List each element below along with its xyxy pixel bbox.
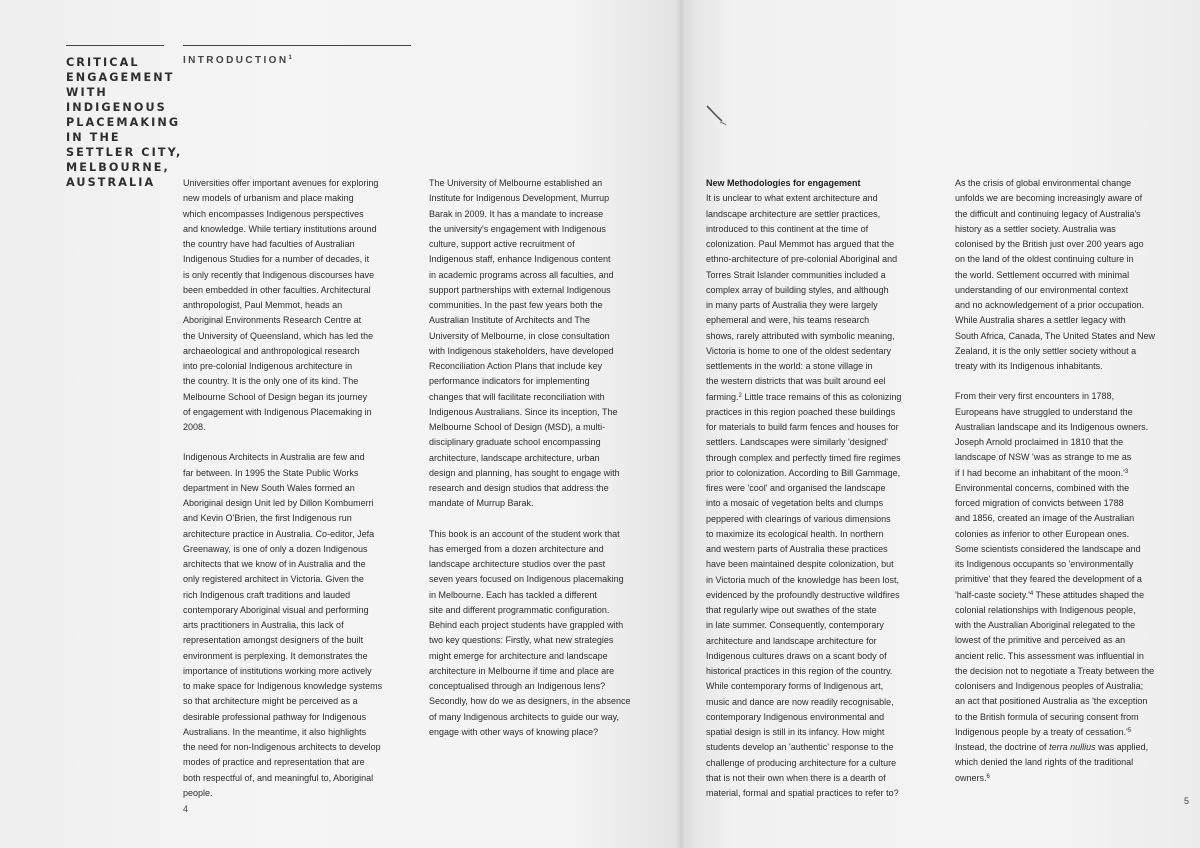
text-line: seven years focused on Indigenous placemaking bbox=[429, 574, 624, 585]
text-line: Torres Strait Islander communities included a bbox=[706, 269, 886, 280]
footnote-ref: 6 bbox=[986, 773, 990, 780]
paragraph bbox=[183, 176, 418, 435]
text-line: practices in this region poached these buildings bbox=[706, 406, 896, 417]
text-line: representation amongst designers of the built bbox=[183, 635, 364, 646]
text-line: that is not their own when there is a dearth of bbox=[706, 772, 886, 783]
text-line: architecture in Melbourne if time and place are bbox=[429, 665, 615, 676]
text-line bbox=[955, 740, 1195, 755]
text-line: South Africa, Canada, The United States and New bbox=[955, 330, 1155, 341]
text-line: architecture practice in Australia. Co-editor, Jefa bbox=[183, 528, 375, 539]
text-line: Behind each project students have grappled with bbox=[429, 620, 624, 630]
side-title-line: PLACEMAKING bbox=[66, 116, 181, 129]
text-line: Greenaway, is one of only a dozen Indigenous bbox=[183, 543, 368, 554]
text-line: into a mosaic of vegetation belts and clumps bbox=[706, 498, 884, 509]
paragraph bbox=[955, 389, 1195, 786]
text-line: Universities offer important avenues for exploring bbox=[183, 178, 379, 188]
text-line: spatial design is still in its infancy. How might bbox=[706, 727, 885, 737]
text-line: colonised by the British just over 200 years ago bbox=[955, 239, 1144, 249]
text-fragment: Instead, the doctrine of bbox=[955, 742, 1050, 752]
text-line: contemporary Indigenous environmental and bbox=[706, 711, 885, 722]
text-line bbox=[955, 725, 1195, 740]
text-line: Melbourne School of Design (MSD), a multi- bbox=[429, 422, 606, 432]
body-column-2 bbox=[429, 176, 669, 755]
text-line: Barak in 2009. It has a mandate to increase bbox=[429, 208, 604, 219]
footnote-ref: 2 bbox=[738, 392, 742, 399]
text-line: in academic programs across all faculties, and bbox=[429, 269, 614, 280]
text-line: has emerged from a dozen architecture and bbox=[429, 543, 604, 554]
text-line: settlers. Landscapes were similarly 'designed' bbox=[706, 437, 889, 448]
footnote-ref: 1 bbox=[288, 55, 292, 61]
text-line: This book is an account of the student work that bbox=[429, 528, 620, 539]
text-line: primitive' that they feared the development of a bbox=[955, 574, 1142, 585]
side-title-line: CRITICAL bbox=[66, 56, 140, 69]
text-line: Zealand, it is the only settler society without a bbox=[955, 345, 1137, 356]
text-line: the University of Queensland, which has led the bbox=[183, 330, 374, 341]
section-heading bbox=[183, 55, 292, 66]
footnote-ref: 4 bbox=[1029, 590, 1034, 597]
text-line: understanding of our environmental context bbox=[955, 284, 1129, 295]
text-line: Melbourne School of Design began its journey bbox=[183, 391, 368, 402]
text-line: University of Melbourne, in close consultation bbox=[429, 330, 610, 341]
text-line: unfolds we are becoming increasingly aware of bbox=[955, 193, 1143, 204]
text-line: new models of urbanism and place making bbox=[183, 193, 354, 204]
side-title-line: INDIGENOUS bbox=[66, 101, 167, 114]
text-line: Indigenous Architects in Australia are few and bbox=[183, 452, 365, 463]
text-line: colonization. Paul Memmot has argued that the bbox=[706, 239, 895, 249]
text-line: Aboriginal Environments Research Centre at bbox=[183, 315, 362, 326]
pen-mark bbox=[706, 104, 728, 126]
text-line: ephemeral and were, his teams research bbox=[706, 315, 870, 326]
text-line: both respectful of, and meaningful to, Aboriginal bbox=[183, 772, 374, 783]
text-line: Victoria is home to one of the oldest sedentary bbox=[706, 345, 891, 356]
text-line: Australians. In the meantime, it also highlights bbox=[183, 726, 367, 737]
text-line: architecture and landscape architecture for bbox=[706, 635, 877, 646]
text-line: shows, rarely attributed with symbolic meaning, bbox=[706, 330, 895, 341]
text-line: landscape architecture are settler practices, bbox=[706, 208, 881, 219]
text-line: disciplinary graduate school encompassing bbox=[429, 437, 601, 448]
text-fragment: owners. bbox=[955, 772, 987, 783]
text-line: colonies as inferior to other European ones. bbox=[955, 528, 1130, 539]
text-line: conceptualised through an Indigenous lens? bbox=[429, 681, 606, 691]
text-line: might emerge for architecture and landscape bbox=[429, 650, 608, 661]
text-line: treaty with its Indigenous inhabitants. bbox=[955, 361, 1103, 371]
text-line: which encompasses Indigenous perspectives bbox=[183, 208, 364, 219]
paragraph bbox=[706, 191, 946, 389]
text-line: The University of Melbourne established an bbox=[429, 178, 603, 188]
page-number-left: 4 bbox=[183, 804, 189, 814]
text-fragment: if I had become an inhabitant of the moon.' bbox=[955, 467, 1125, 478]
text-line: its Indigenous occupants so 'environmentally bbox=[955, 559, 1134, 569]
text-line: mandate of Murrup Barak. bbox=[429, 498, 534, 509]
text-line: have been maintained despite colonization, but bbox=[706, 559, 894, 570]
text-line: site and different programmatic configuration. bbox=[429, 604, 610, 615]
text-line: importance of institutions working more actively bbox=[183, 665, 372, 676]
text-line: the university's engagement with Indigenous bbox=[429, 223, 606, 234]
text-line: prior to colonization. According to Bill Gammage, bbox=[706, 467, 901, 478]
text-line: fires were 'cool' and organised the landscape bbox=[706, 483, 886, 493]
text-line: As the crisis of global environmental change bbox=[955, 178, 1132, 188]
text-line: challenge of producing architecture for a culture bbox=[706, 757, 897, 768]
text-line: Environmental concerns, combined with the bbox=[955, 482, 1130, 493]
text-line: While contemporary forms of Indigenous art, bbox=[706, 681, 884, 692]
text-line: colonisers and Indigenous peoples of Australia; bbox=[955, 681, 1144, 691]
text-line: the world. Settlement occurred with minimal bbox=[955, 269, 1130, 280]
text-line: communities. In the past few years both the bbox=[429, 300, 603, 310]
text-line: music and dance are now readily recognisable, bbox=[706, 696, 894, 707]
text-line: to maximize its ecological health. In northern bbox=[706, 528, 884, 539]
text-line: anthropologist, Paul Memmot, heads an bbox=[183, 300, 343, 310]
text-line: the western districts that was built around eel bbox=[706, 376, 886, 387]
body-column-4 bbox=[955, 176, 1195, 786]
text-line: Institute for Indigenous Development, Murrup bbox=[429, 193, 610, 204]
text-line: evidenced by the profoundly destructive wildfires bbox=[706, 589, 900, 600]
text-line: so that architecture might be perceived as a bbox=[183, 696, 358, 707]
body-column-1 bbox=[183, 176, 418, 816]
text-fragment: Little trace remains of this as colonizing bbox=[741, 391, 902, 402]
text-line: only registered architect in Victoria. Given the bbox=[183, 574, 364, 585]
text-line: department in New South Wales formed an bbox=[183, 482, 355, 493]
book-spine bbox=[676, 0, 686, 848]
text-line: the difficult and continuing legacy of Australia's bbox=[955, 208, 1141, 219]
side-title-line: SETTLER CITY, bbox=[66, 146, 183, 159]
text-line: and 1856, created an image of the Australian bbox=[955, 513, 1135, 524]
text-line: through complex and perfectly timed fire regimes bbox=[706, 452, 901, 463]
text-line: Indigenous Australians. Since its inception, The bbox=[429, 406, 618, 417]
text-line: Indigenous cultures draws on a scant body of bbox=[706, 650, 887, 661]
text-line: Joseph Arnold proclaimed in 1810 that the bbox=[955, 437, 1124, 447]
text-line: and western parts of Australia these practices bbox=[706, 544, 888, 554]
text-line: in Victoria much of the knowledge has been lost, bbox=[706, 574, 899, 585]
text-line: the decision not to negotiate a Treaty between the bbox=[955, 665, 1155, 676]
body-column-3 bbox=[706, 176, 946, 801]
italic-term: terra nullius bbox=[1049, 742, 1096, 752]
sub-heading: New Methodologies for engagement bbox=[706, 178, 861, 188]
side-title bbox=[66, 55, 183, 190]
side-title-line: ENGAGEMENT bbox=[66, 71, 175, 84]
text-line: Aboriginal design Unit led by Dillon Kombumerri bbox=[183, 498, 374, 508]
section-heading-text: INTRODUCTION bbox=[183, 55, 289, 66]
text-line: Reconciliation Action Plans that include key bbox=[429, 361, 603, 371]
text-line: history as a settler society. Australia was bbox=[955, 223, 1116, 234]
text-line: and no acknowledgement of a prior occupation. bbox=[955, 300, 1145, 310]
text-line: and knowledge. While tertiary institutions around bbox=[183, 223, 377, 234]
text-line bbox=[955, 771, 1195, 786]
text-line: settlements in the world: a stone village in bbox=[706, 361, 873, 371]
text-line: in many parts of Australia they were largely bbox=[706, 300, 878, 310]
text-line: contemporary Aboriginal visual and performing bbox=[183, 604, 369, 615]
text-line: arts practitioners in Australia, this lack of bbox=[183, 620, 344, 630]
text-line: the country. It is the only one of its kind. The bbox=[183, 376, 359, 387]
text-line: on the land of the oldest continuing culture in bbox=[955, 254, 1134, 265]
footnote-ref: 5 bbox=[1127, 727, 1132, 734]
text-line: Australian Institute of Architects and The bbox=[429, 315, 590, 326]
text-line: research and design studios that address the bbox=[429, 483, 609, 493]
text-line: people. bbox=[183, 787, 213, 798]
text-line bbox=[955, 466, 1195, 481]
text-line bbox=[706, 390, 946, 405]
text-line: students develop an 'authentic' response to the bbox=[706, 742, 894, 753]
text-line: which denied the land rights of the traditional bbox=[955, 757, 1134, 768]
text-line: performance indicators for implementing bbox=[429, 376, 590, 387]
text-line: From their very first encounters in 1788, bbox=[955, 391, 1115, 402]
text-fragment: 'half-caste society.' bbox=[955, 589, 1030, 600]
text-line: changes that will facilitate reconciliation with bbox=[429, 391, 605, 402]
side-title-line: MELBOURNE, bbox=[66, 161, 170, 174]
text-line: lowest of the primitive and perceived as an bbox=[955, 635, 1126, 646]
text-line: Australian landscape and its Indigenous owners. bbox=[955, 421, 1149, 432]
text-line: culture, support active recruitment of bbox=[429, 239, 575, 249]
footnote-ref: 3 bbox=[1124, 468, 1129, 475]
text-line: the need for non-Indigenous architects to develop bbox=[183, 742, 381, 752]
text-line: of many Indigenous architects to guide our way, bbox=[429, 711, 619, 722]
text-line: material, formal and spatial practices to refer to? bbox=[706, 788, 899, 798]
text-line: two key questions: Firstly, what new strategies bbox=[429, 635, 614, 646]
text-line: been embedded in other faculties. Architectural bbox=[183, 284, 371, 295]
paragraph bbox=[955, 176, 1195, 374]
paragraph bbox=[183, 450, 418, 801]
text-line: and Kevin O'Brien, the first Indigenous run bbox=[183, 513, 352, 524]
text-line: far between. In 1995 the State Public Works bbox=[183, 467, 359, 478]
text-line: introduced to this continent at the time of bbox=[706, 223, 869, 234]
text-line: Indigenous staff, enhance Indigenous content bbox=[429, 254, 611, 265]
text-line: architects that we know of in Australia and the bbox=[183, 559, 366, 569]
text-line: Europeans have struggled to understand the bbox=[955, 406, 1133, 417]
text-line: landscape of NSW 'was as strange to me as bbox=[955, 452, 1132, 463]
text-line: an act that positioned Australia as 'the exception bbox=[955, 696, 1148, 707]
text-line: design and planning, has sought to engage with bbox=[429, 467, 620, 478]
intro-heading-rule bbox=[183, 45, 411, 46]
text-line: 2008. bbox=[183, 422, 206, 432]
text-line: support partnerships with external Indigenous bbox=[429, 284, 611, 295]
text-line: modes of practice and representation that are bbox=[183, 757, 365, 768]
text-fragment: These attitudes shaped the bbox=[1033, 589, 1145, 600]
text-line: is only recently that Indigenous discourses have bbox=[183, 269, 375, 280]
text-line: to make space for Indigenous knowledge systems bbox=[183, 681, 383, 691]
text-line: Indigenous Studies for a number of decades, it bbox=[183, 254, 370, 265]
text-line: forced migration of convicts between 1788 bbox=[955, 498, 1124, 508]
text-line: the country have had faculties of Australian bbox=[183, 239, 355, 249]
text-line: It is unclear to what extent architecture and bbox=[706, 193, 878, 204]
text-line: peppered with clearings of various dimensions bbox=[706, 513, 891, 524]
paragraph bbox=[429, 176, 669, 512]
text-line: Some scientists considered the landscape and bbox=[955, 543, 1141, 554]
text-line: engage with other ways of knowing place? bbox=[429, 726, 599, 737]
text-fragment: was applied, bbox=[1095, 742, 1149, 752]
side-title-line: WITH bbox=[66, 86, 108, 99]
text-line: Secondly, how do we as designers, in the absence bbox=[429, 696, 631, 707]
text-line: archaeological and anthropological research bbox=[183, 345, 360, 356]
paragraph bbox=[706, 405, 946, 802]
text-line: colonial relationships with Indigenous people, bbox=[955, 604, 1136, 615]
text-line: of engagement with Indigenous Placemaking in bbox=[183, 406, 372, 417]
side-title-rule bbox=[66, 45, 164, 46]
text-line bbox=[955, 588, 1195, 603]
text-line: desirable professional pathway for Indigenous bbox=[183, 711, 367, 722]
page-number-right: 5 bbox=[1184, 796, 1190, 806]
text-line: to the British formula of securing consent from bbox=[955, 711, 1139, 722]
side-title-line: AUSTRALIA bbox=[66, 176, 156, 189]
text-line: rich Indigenous craft traditions and lauded bbox=[183, 589, 351, 600]
text-line: with Indigenous stakeholders, have developed bbox=[429, 345, 614, 356]
text-line: with the Australian Aboriginal relegated to the bbox=[955, 620, 1136, 630]
text-line: in late summer. Consequently, contemporary bbox=[706, 620, 884, 631]
text-line: environment is perplexing. It demonstrates the bbox=[183, 650, 368, 661]
text-line: historical practices in this region of the country. bbox=[706, 666, 893, 676]
text-line: in Melbourne. Each has tackled a different bbox=[429, 589, 597, 600]
paragraph bbox=[429, 527, 669, 741]
text-line: ancient relic. This assessment was influential in bbox=[955, 650, 1144, 661]
text-line: While Australia shares a settler legacy with bbox=[955, 315, 1126, 326]
side-title-line: IN THE bbox=[66, 131, 121, 144]
text-line: complex array of building styles, and although bbox=[706, 284, 889, 295]
text-fragment: farming. bbox=[706, 391, 739, 402]
text-line: ethno-architecture of pre-colonial Aboriginal and bbox=[706, 254, 898, 265]
text-line: architecture, landscape architecture, urban bbox=[429, 452, 600, 463]
text-line: for materials to build farm fences and houses for bbox=[706, 422, 899, 432]
text-line: into pre-colonial Indigenous architecture in bbox=[183, 361, 353, 371]
text-fragment: Indigenous people by a treaty of cessation.' bbox=[955, 726, 1128, 737]
text-line: landscape architecture studios over the past bbox=[429, 559, 606, 569]
text-line: that regularly wipe out swathes of the state bbox=[706, 605, 877, 615]
